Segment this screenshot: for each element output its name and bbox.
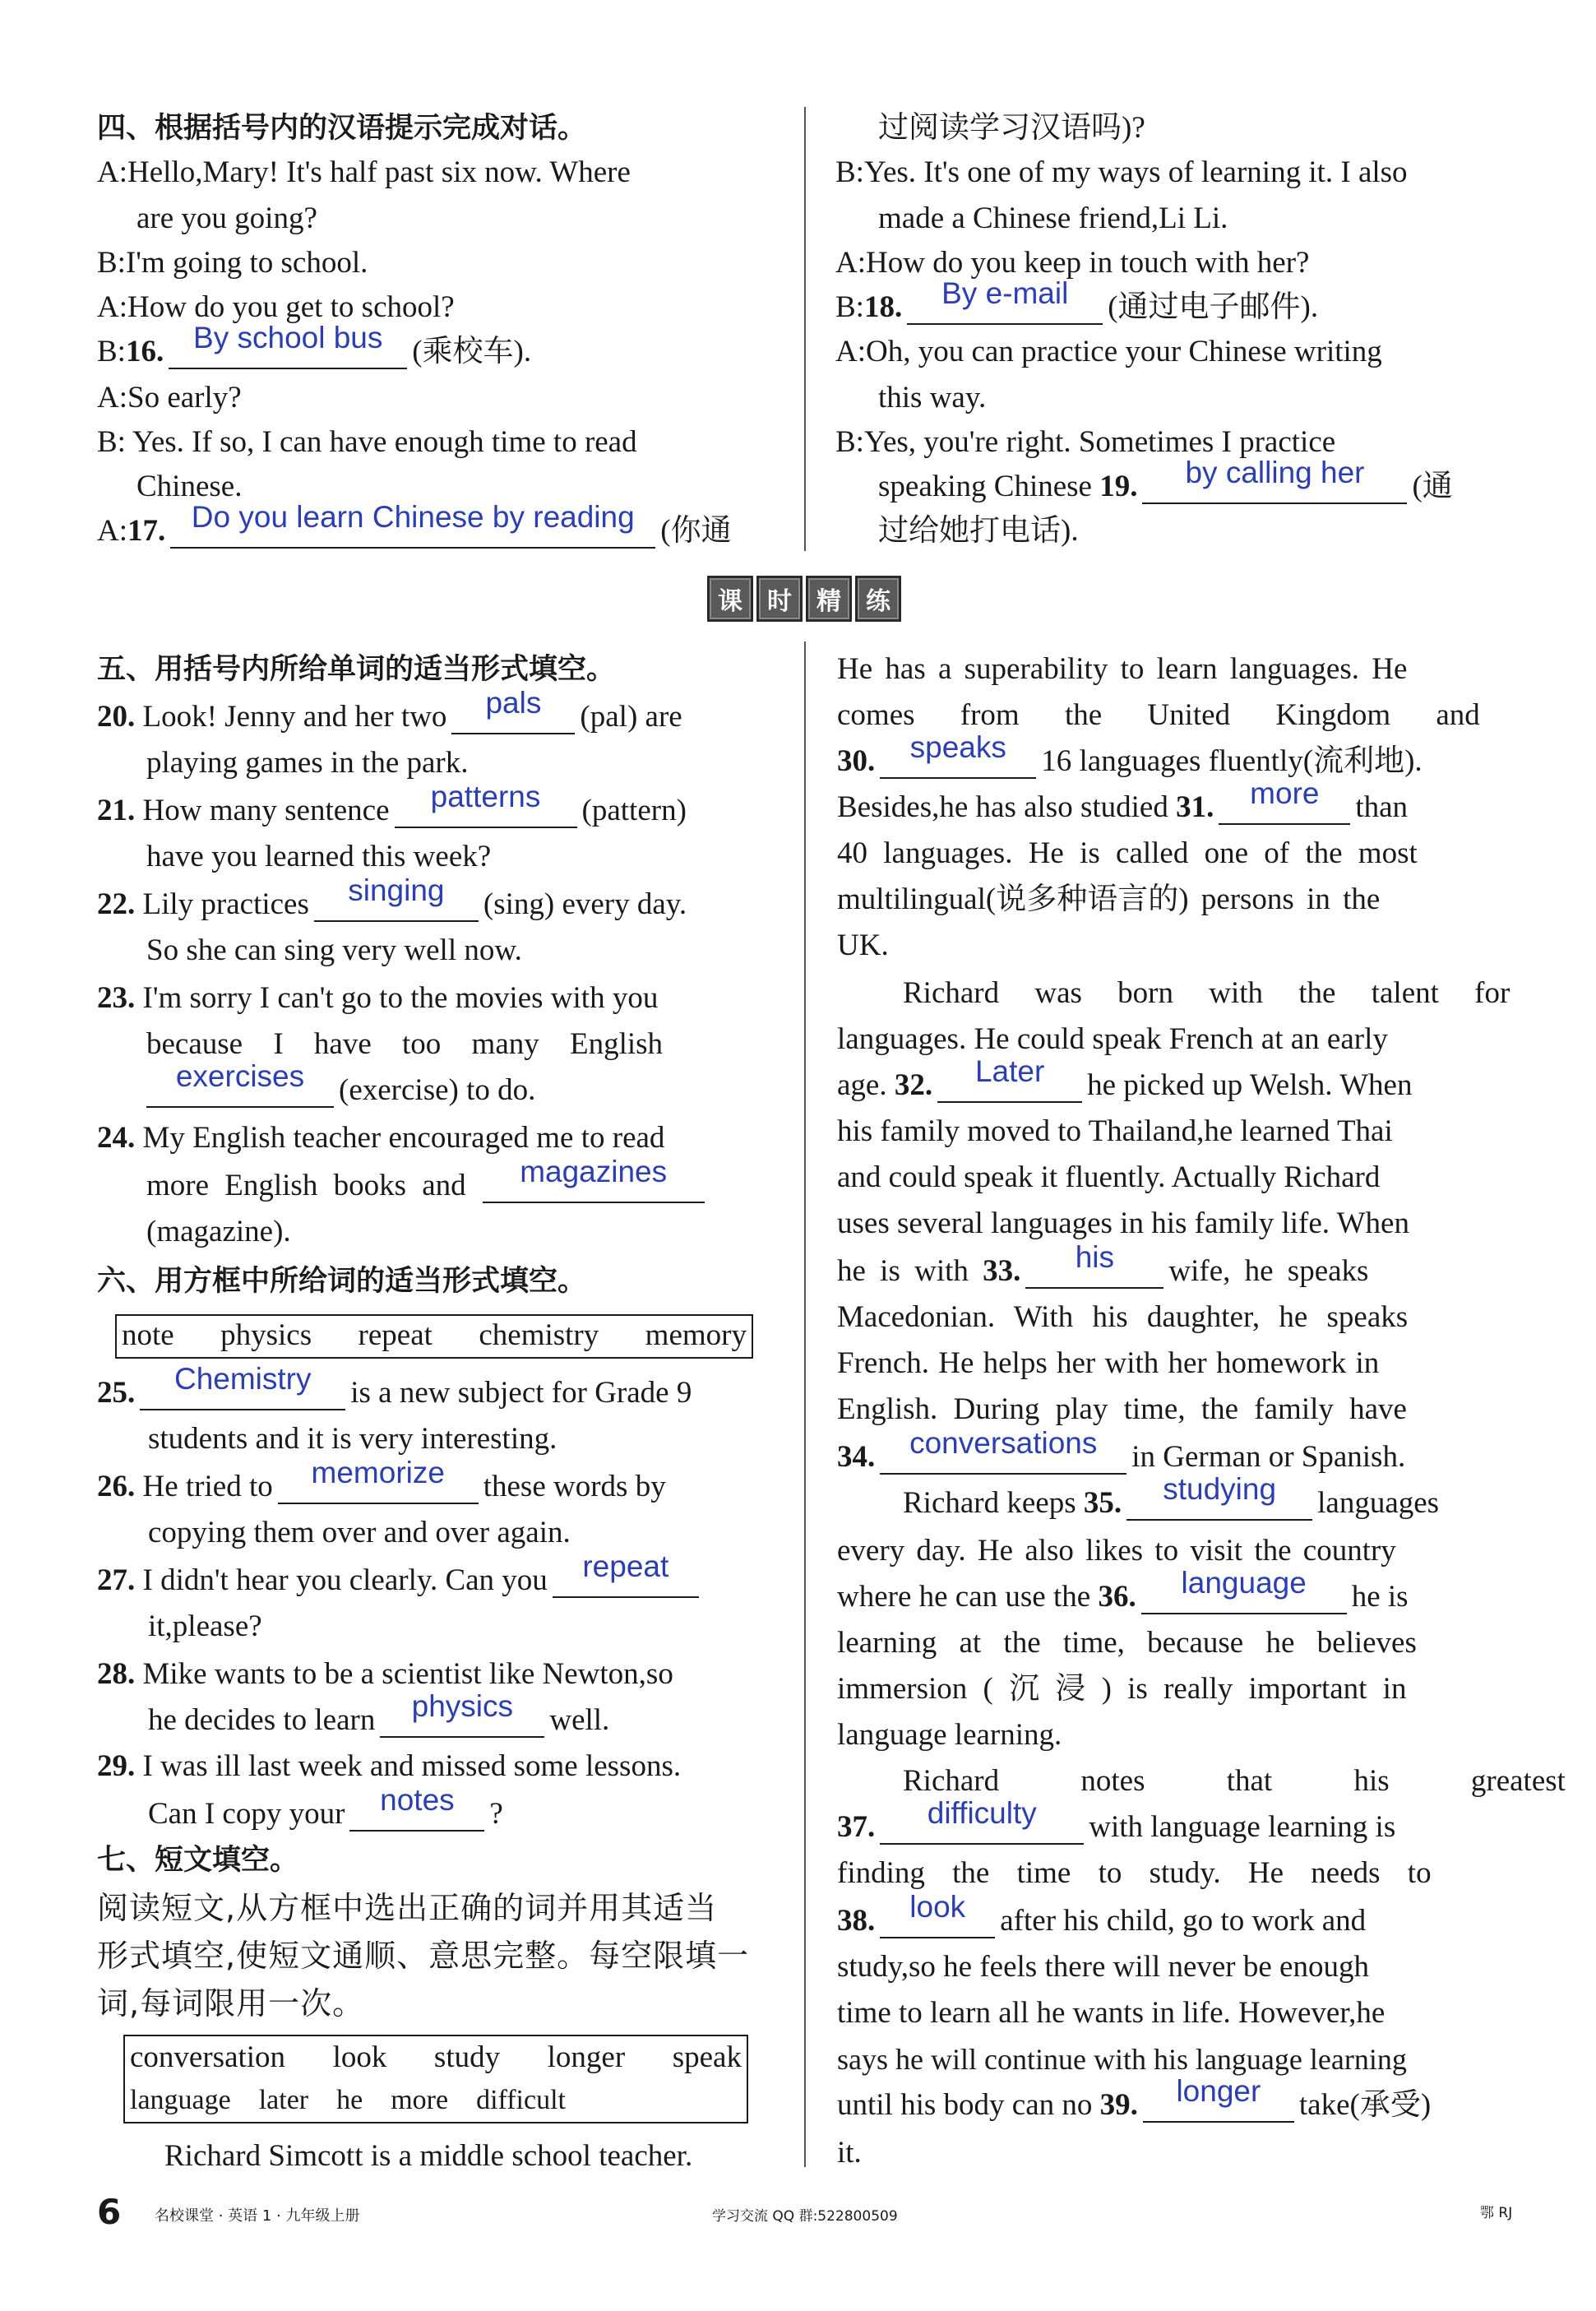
word: later: [258, 2085, 309, 2115]
dialog-line: Chinese.: [136, 470, 243, 503]
dialog-line: B:Yes. It's one of my ways of learning it. I also: [835, 155, 1408, 189]
banner-char: 课: [707, 576, 753, 622]
dialog-line: A:So early?: [97, 381, 242, 414]
answer-blank-20: pals: [451, 697, 575, 734]
column-divider: [804, 641, 806, 2167]
answer-blank-22: singing: [314, 884, 479, 922]
passage-line: 40 languages. He is called one of the most: [837, 836, 1418, 870]
question-31: Besides,he has also studied 31. more than: [837, 776, 1409, 824]
question-line: copying them over and over again.: [148, 1516, 571, 1549]
question-26: 26. He tried to memorize these words by: [97, 1456, 666, 1503]
question-21: 21. How many sentence patterns (pattern): [97, 780, 687, 827]
answer-blank-37: difficulty: [880, 1807, 1084, 1845]
banner-char: 练: [855, 576, 901, 622]
word: more: [391, 2085, 449, 2115]
answer-blank-26: memorize: [278, 1466, 479, 1504]
dialog-line: B:I'm going to school.: [97, 246, 368, 280]
question-32: age. 32. Later he picked up Welsh. When: [837, 1054, 1413, 1102]
answer-blank-32: Later: [937, 1065, 1082, 1103]
dialog-line: A:Hello,Mary! It's half past six now. Where: [97, 155, 631, 189]
passage-line: He has a superability to learn languages. He: [837, 652, 1408, 686]
question-30: 30. speaks 16 languages fluently(流利地).: [837, 730, 1423, 778]
question-16: B:16. By school bus (乘校车).: [97, 321, 532, 368]
answer-blank-38: look: [880, 1901, 995, 1938]
question-number: 16.: [125, 335, 164, 368]
answer-blank-27: repeat: [553, 1560, 699, 1598]
dialog-line: A:How do you get to school?: [97, 290, 455, 324]
section7-title: 七、短文填空。: [97, 1844, 299, 1877]
question-22: 22. Lily practices singing (sing) every day.: [97, 873, 687, 921]
word: study: [433, 2040, 501, 2074]
word: difficult: [476, 2085, 566, 2115]
question-19: speaking Chinese 19. by calling her (通: [878, 456, 1453, 503]
word-box-7: [123, 2035, 748, 2123]
answer-blank-39: longer: [1143, 2085, 1294, 2123]
question-23-answer-line: exercises (exercise) to do.: [141, 1068, 535, 1114]
word: language: [130, 2085, 231, 2115]
section5-title: 五、用括号内所给单词的适当形式填空。: [97, 653, 616, 686]
answer-blank-28: physics: [380, 1700, 544, 1738]
passage-line: UK.: [837, 929, 889, 962]
passage-line: every day. He also likes to visit the country: [837, 1534, 1396, 1568]
question-39: until his body can no 39. longer take(承受): [837, 2074, 1432, 2122]
answer-blank-29: notes: [349, 1794, 484, 1832]
page-number: 6: [97, 2192, 122, 2232]
word: longer: [547, 2040, 626, 2074]
passage-line: it.: [837, 2136, 862, 2170]
word: memory: [645, 1318, 747, 1352]
question-36: where he can use the 36. language he is: [837, 1566, 1409, 1614]
word-box-6: [115, 1314, 753, 1359]
answer-blank-18: By e-mail: [907, 287, 1103, 325]
question-20: 20. Look! Jenny and her two pals (pal) are: [97, 686, 682, 734]
word: conversation: [130, 2040, 286, 2074]
word: note: [122, 1318, 174, 1352]
word: speak: [672, 2040, 742, 2074]
word: repeat: [358, 1318, 433, 1352]
dialog-line: 过阅读学习汉语吗)?: [878, 111, 1145, 145]
passage-line: finding the time to study. He needs to: [837, 1856, 1432, 1890]
column-divider: [804, 107, 806, 551]
dialog-line: A:How do you keep in touch with her?: [835, 246, 1310, 280]
passage-line: says he will continue with his language learning: [837, 2043, 1407, 2076]
question-37: 37. difficulty with language learning is: [837, 1796, 1396, 1844]
question-23: 23. I'm sorry I can't go to the movies with you: [97, 981, 659, 1015]
practice-banner: [707, 576, 901, 622]
dialog-line: A:Oh, you can practice your Chinese writing: [835, 335, 1382, 368]
question-line: have you learned this week?: [146, 840, 492, 873]
dialog-line: B: Yes. If so, I can have enough time to read: [97, 425, 637, 459]
question-line: because I have too many English: [146, 1027, 664, 1061]
question-25: 25. Chemistry is a new subject for Grade 9: [97, 1362, 692, 1410]
word: he: [336, 2085, 363, 2115]
passage-line: comes from the United Kingdom and: [837, 698, 1480, 732]
passage-line: uses several languages in his family life. When: [837, 1206, 1409, 1240]
question-line: students and it is very interesting.: [148, 1422, 557, 1456]
passage-line: Richard was born with the talent for: [903, 976, 1510, 1010]
passage-line: French. He helps her with her homework in: [837, 1346, 1380, 1380]
question-33: he is with 33. his wife, he speaks: [837, 1240, 1369, 1288]
question-27: 27. I didn't hear you clearly. Can you repeat: [97, 1558, 704, 1604]
dialog-line: 过给她打电话).: [878, 514, 1079, 548]
answer-blank-19: by calling her: [1142, 466, 1407, 504]
passage-line: his family moved to Thailand,he learned Thai: [837, 1114, 1393, 1148]
answer-blank-31: more: [1219, 787, 1350, 825]
answer-blank-23: exercises: [146, 1070, 334, 1108]
word: physics: [220, 1318, 312, 1352]
instruction-line: 阅读短文,从方框中选出正确的词并用其适当: [97, 1890, 718, 1926]
instruction-line: 形式填空,使短文通顺、意思完整。每空限填一: [97, 1938, 750, 1974]
question-35: Richard keeps 35. studying languages: [903, 1472, 1440, 1520]
passage-line: English. During play time, the family have: [837, 1392, 1407, 1426]
answer-blank-30: speaks: [880, 741, 1036, 779]
answer-blank-25: Chemistry: [140, 1373, 345, 1410]
section4-title: 四、根据括号内的汉语提示完成对话。: [97, 112, 587, 145]
word: look: [332, 2040, 387, 2074]
dialog-line: are you going?: [136, 201, 317, 235]
passage-line: languages. He could speak French at an early: [837, 1022, 1388, 1056]
book-title: 名校课堂 · 英语 1 · 九年级上册: [155, 2207, 360, 2225]
instruction-line: 词,每词限用一次。: [97, 1985, 365, 2022]
passage-line: immersion ( 沉 浸 ) is really important in: [837, 1672, 1407, 1706]
passage-line: study,so he feels there will never be enough: [837, 1950, 1369, 1984]
question-17: A:17. Do you learn Chinese by reading (你通: [97, 500, 732, 548]
answer-blank-17: Do you learn Chinese by reading: [170, 511, 655, 549]
answer-blank-35: studying: [1126, 1483, 1312, 1521]
dialog-line: B:Yes, you're right. Sometimes I practice: [835, 425, 1336, 459]
passage-line: learning at the time, because he believes: [837, 1626, 1417, 1660]
question-18: B:18. By e-mail (通过电子邮件).: [835, 276, 1319, 324]
answer-blank-24: magazines: [483, 1165, 705, 1203]
question-24-line2: more English books and magazines: [146, 1163, 710, 1209]
question-28-line2: he decides to learn physics well.: [148, 1689, 610, 1737]
answer-blank-34: conversations: [880, 1437, 1126, 1475]
passage-line: multilingual(说多种语言的) persons in the: [837, 882, 1381, 916]
passage-line: Macedonian. With his daughter, he speaks: [837, 1300, 1409, 1334]
answer-blank-33: his: [1025, 1251, 1163, 1289]
question-line: So she can sing very well now.: [146, 933, 522, 967]
section6-title: 六、用方框中所给词的适当形式填空。: [97, 1265, 587, 1298]
question-38: 38. look after his child, go to work and: [837, 1890, 1367, 1938]
question-line: playing games in the park.: [146, 746, 469, 780]
banner-char: 时: [756, 576, 803, 622]
answer-blank-21: patterns: [395, 790, 577, 828]
qq-group: 学习交流 QQ 群:522800509: [712, 2208, 898, 2225]
question-34: 34. conversations in German or Spanish.: [837, 1426, 1406, 1474]
answer-blank-36: language: [1141, 1577, 1347, 1614]
edition-mark: 鄂 RJ: [1480, 2205, 1513, 2221]
dialog-line: this way.: [878, 381, 987, 414]
passage-line: Richard notes that his greatest: [903, 1764, 1566, 1798]
question-29: 29. I was ill last week and missed some lessons.: [97, 1749, 682, 1783]
dialog-line: made a Chinese friend,Li Li.: [878, 201, 1228, 235]
question-24: 24. My English teacher encouraged me to read: [97, 1121, 665, 1155]
question-line: it,please?: [148, 1609, 262, 1643]
passage-line: language learning.: [837, 1718, 1062, 1752]
word: chemistry: [479, 1318, 599, 1352]
banner-char: 精: [806, 576, 852, 622]
question-line: (magazine).: [146, 1215, 291, 1248]
question-28: 28. Mike wants to be a scientist like Newton,so: [97, 1657, 673, 1691]
question-29-line2: Can I copy your notes ?: [148, 1783, 503, 1831]
answer-blank-16: By school bus: [169, 331, 407, 369]
passage-line: and could speak it fluently. Actually Richard: [837, 1160, 1381, 1194]
passage-line: Richard Simcott is a middle school teacher.: [164, 2139, 693, 2173]
passage-line: time to learn all he wants in life. However,he: [837, 1996, 1386, 2030]
